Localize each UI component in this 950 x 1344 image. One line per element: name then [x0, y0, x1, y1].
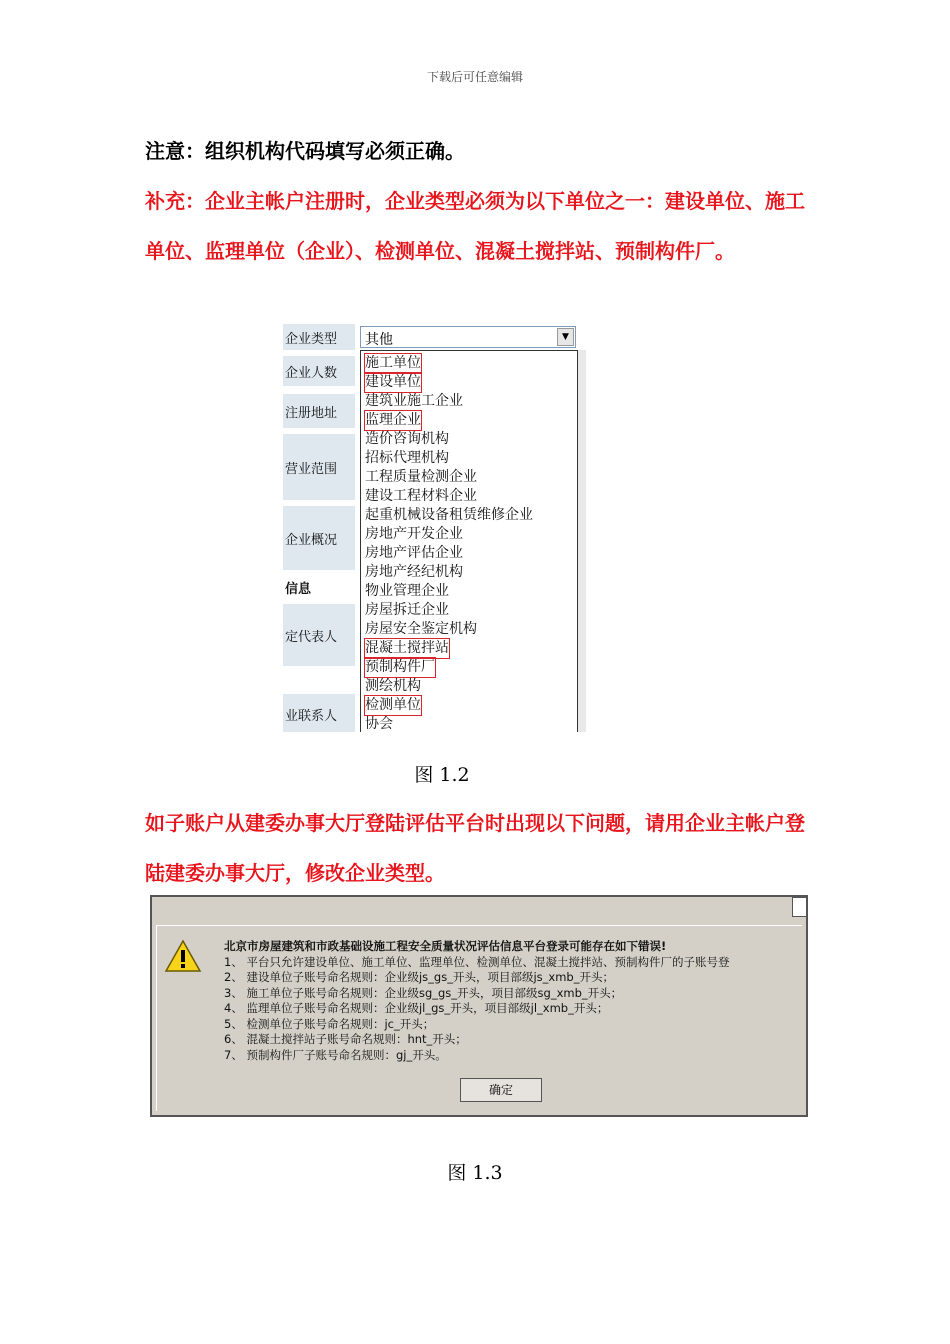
option-cost-consulting[interactable]: 造价咨询机构: [365, 431, 449, 447]
message-line: 3、 施工单位子账号命名规则：企业级sg_gs_开头，项目部级sg_xmb_开头；: [224, 985, 623, 1000]
option-association[interactable]: 协会: [365, 716, 393, 732]
select-current-value: 其他: [365, 332, 393, 348]
option-real-estate-dev[interactable]: 房地产开发企业: [365, 526, 463, 542]
subaccount-paragraph: 如子账户从建委办事大厅登陆评估平台时出现以下问题，请用企业主帐户登陆建委办事大厅，修改企业类型。: [145, 811, 805, 885]
warning-icon: [164, 939, 202, 973]
notice-paragraph: 注意：组织机构代码填写必须正确。: [145, 139, 465, 163]
label-company-type: 企业类型: [283, 324, 355, 350]
label-business-scope: 营业范围: [283, 434, 355, 500]
supplement-paragraph: 补充：企业主帐户注册时，企业类型必须为以下单位之一：建设单位、施工单位、监理单位（企业）、检测单位、混凝土搅拌站、预制构件厂。: [145, 189, 805, 263]
option-safety-appraisal[interactable]: 房屋安全鉴定机构: [365, 621, 477, 637]
option-precast-factory[interactable]: 预制构件厂: [365, 659, 435, 675]
figure-1-3-caption: 图 1.3: [447, 1162, 503, 1184]
company-type-dropdown-list[interactable]: [360, 350, 578, 732]
message-line: 6、 混凝土搅拌站子账号命名规则：hnt_开头；: [224, 1032, 467, 1046]
label-registered-address: 注册地址: [283, 394, 355, 428]
option-construction-unit[interactable]: 施工单位: [365, 355, 421, 371]
option-real-estate-appraisal[interactable]: 房地产评估企业: [365, 545, 463, 561]
option-concrete-plant[interactable]: 混凝土搅拌站: [365, 640, 449, 656]
message-line: 5、 检测单位子账号命名规则：jc_开头；: [224, 1016, 435, 1031]
option-surveying[interactable]: 测绘机构: [365, 678, 421, 694]
option-quality-testing[interactable]: 工程质量检测企业: [365, 469, 477, 485]
option-crane-leasing[interactable]: 起重机械设备租赁维修企业: [365, 507, 533, 523]
chevron-down-icon[interactable]: ▼: [557, 328, 574, 346]
option-property-management[interactable]: 物业管理企业: [365, 583, 449, 599]
option-tender-agency[interactable]: 招标代理机构: [365, 450, 449, 466]
message-line: 北京市房屋建筑和市政基础设施工程安全质量状况评估信息平台登录可能存在如下错误!: [224, 939, 667, 953]
ok-button[interactable]: 确定: [460, 1078, 542, 1102]
form-label-column: [283, 322, 355, 732]
label-legal-representative: 定代表人: [283, 604, 355, 666]
option-testing-unit[interactable]: 检测单位: [365, 697, 421, 713]
company-type-select[interactable]: [360, 326, 576, 348]
error-dialog: [150, 895, 808, 1117]
message-line: 2、 建设单位子账号命名规则：企业级js_gs_开头，项目部级js_xmb_开头；: [224, 970, 614, 984]
option-real-estate-broker[interactable]: 房地产经纪机构: [365, 564, 463, 580]
label-info-section: 信息: [283, 576, 355, 598]
option-construction-enterprise[interactable]: 建筑业施工企业: [365, 393, 463, 409]
label-company-overview: 企业概况: [283, 506, 355, 570]
figure-1-2-screenshot: [283, 322, 586, 732]
option-demolition[interactable]: 房屋拆迁企业: [365, 602, 449, 618]
option-building-owner[interactable]: 建设单位: [365, 374, 421, 390]
header-note: 下载后可任意编辑: [426, 70, 523, 84]
dialog-message: [224, 939, 808, 1063]
figure-1-2-caption: 图 1.2: [414, 764, 470, 786]
label-company-staff: 企业人数: [283, 356, 355, 386]
option-supervision-enterprise[interactable]: 监理企业: [365, 412, 421, 428]
message-line: 7、 预制构件厂子账号命名规则：gj_开头。: [224, 1047, 447, 1062]
dialog-titlebar: [152, 897, 806, 923]
label-company-contact: 业联系人: [283, 694, 355, 732]
message-line: 1、 平台只允许建设单位、施工单位、监理单位、检测单位、混凝土搅拌站、预制构件厂的子账号登: [224, 954, 730, 969]
option-materials[interactable]: 建设工程材料企业: [365, 488, 477, 504]
message-line: 4、 监理单位子账号命名规则：企业级jl_gs_开头，项目部级jl_xmb_开头；: [224, 1001, 609, 1015]
close-icon[interactable]: [792, 897, 808, 917]
form-right-edge: [578, 350, 586, 732]
